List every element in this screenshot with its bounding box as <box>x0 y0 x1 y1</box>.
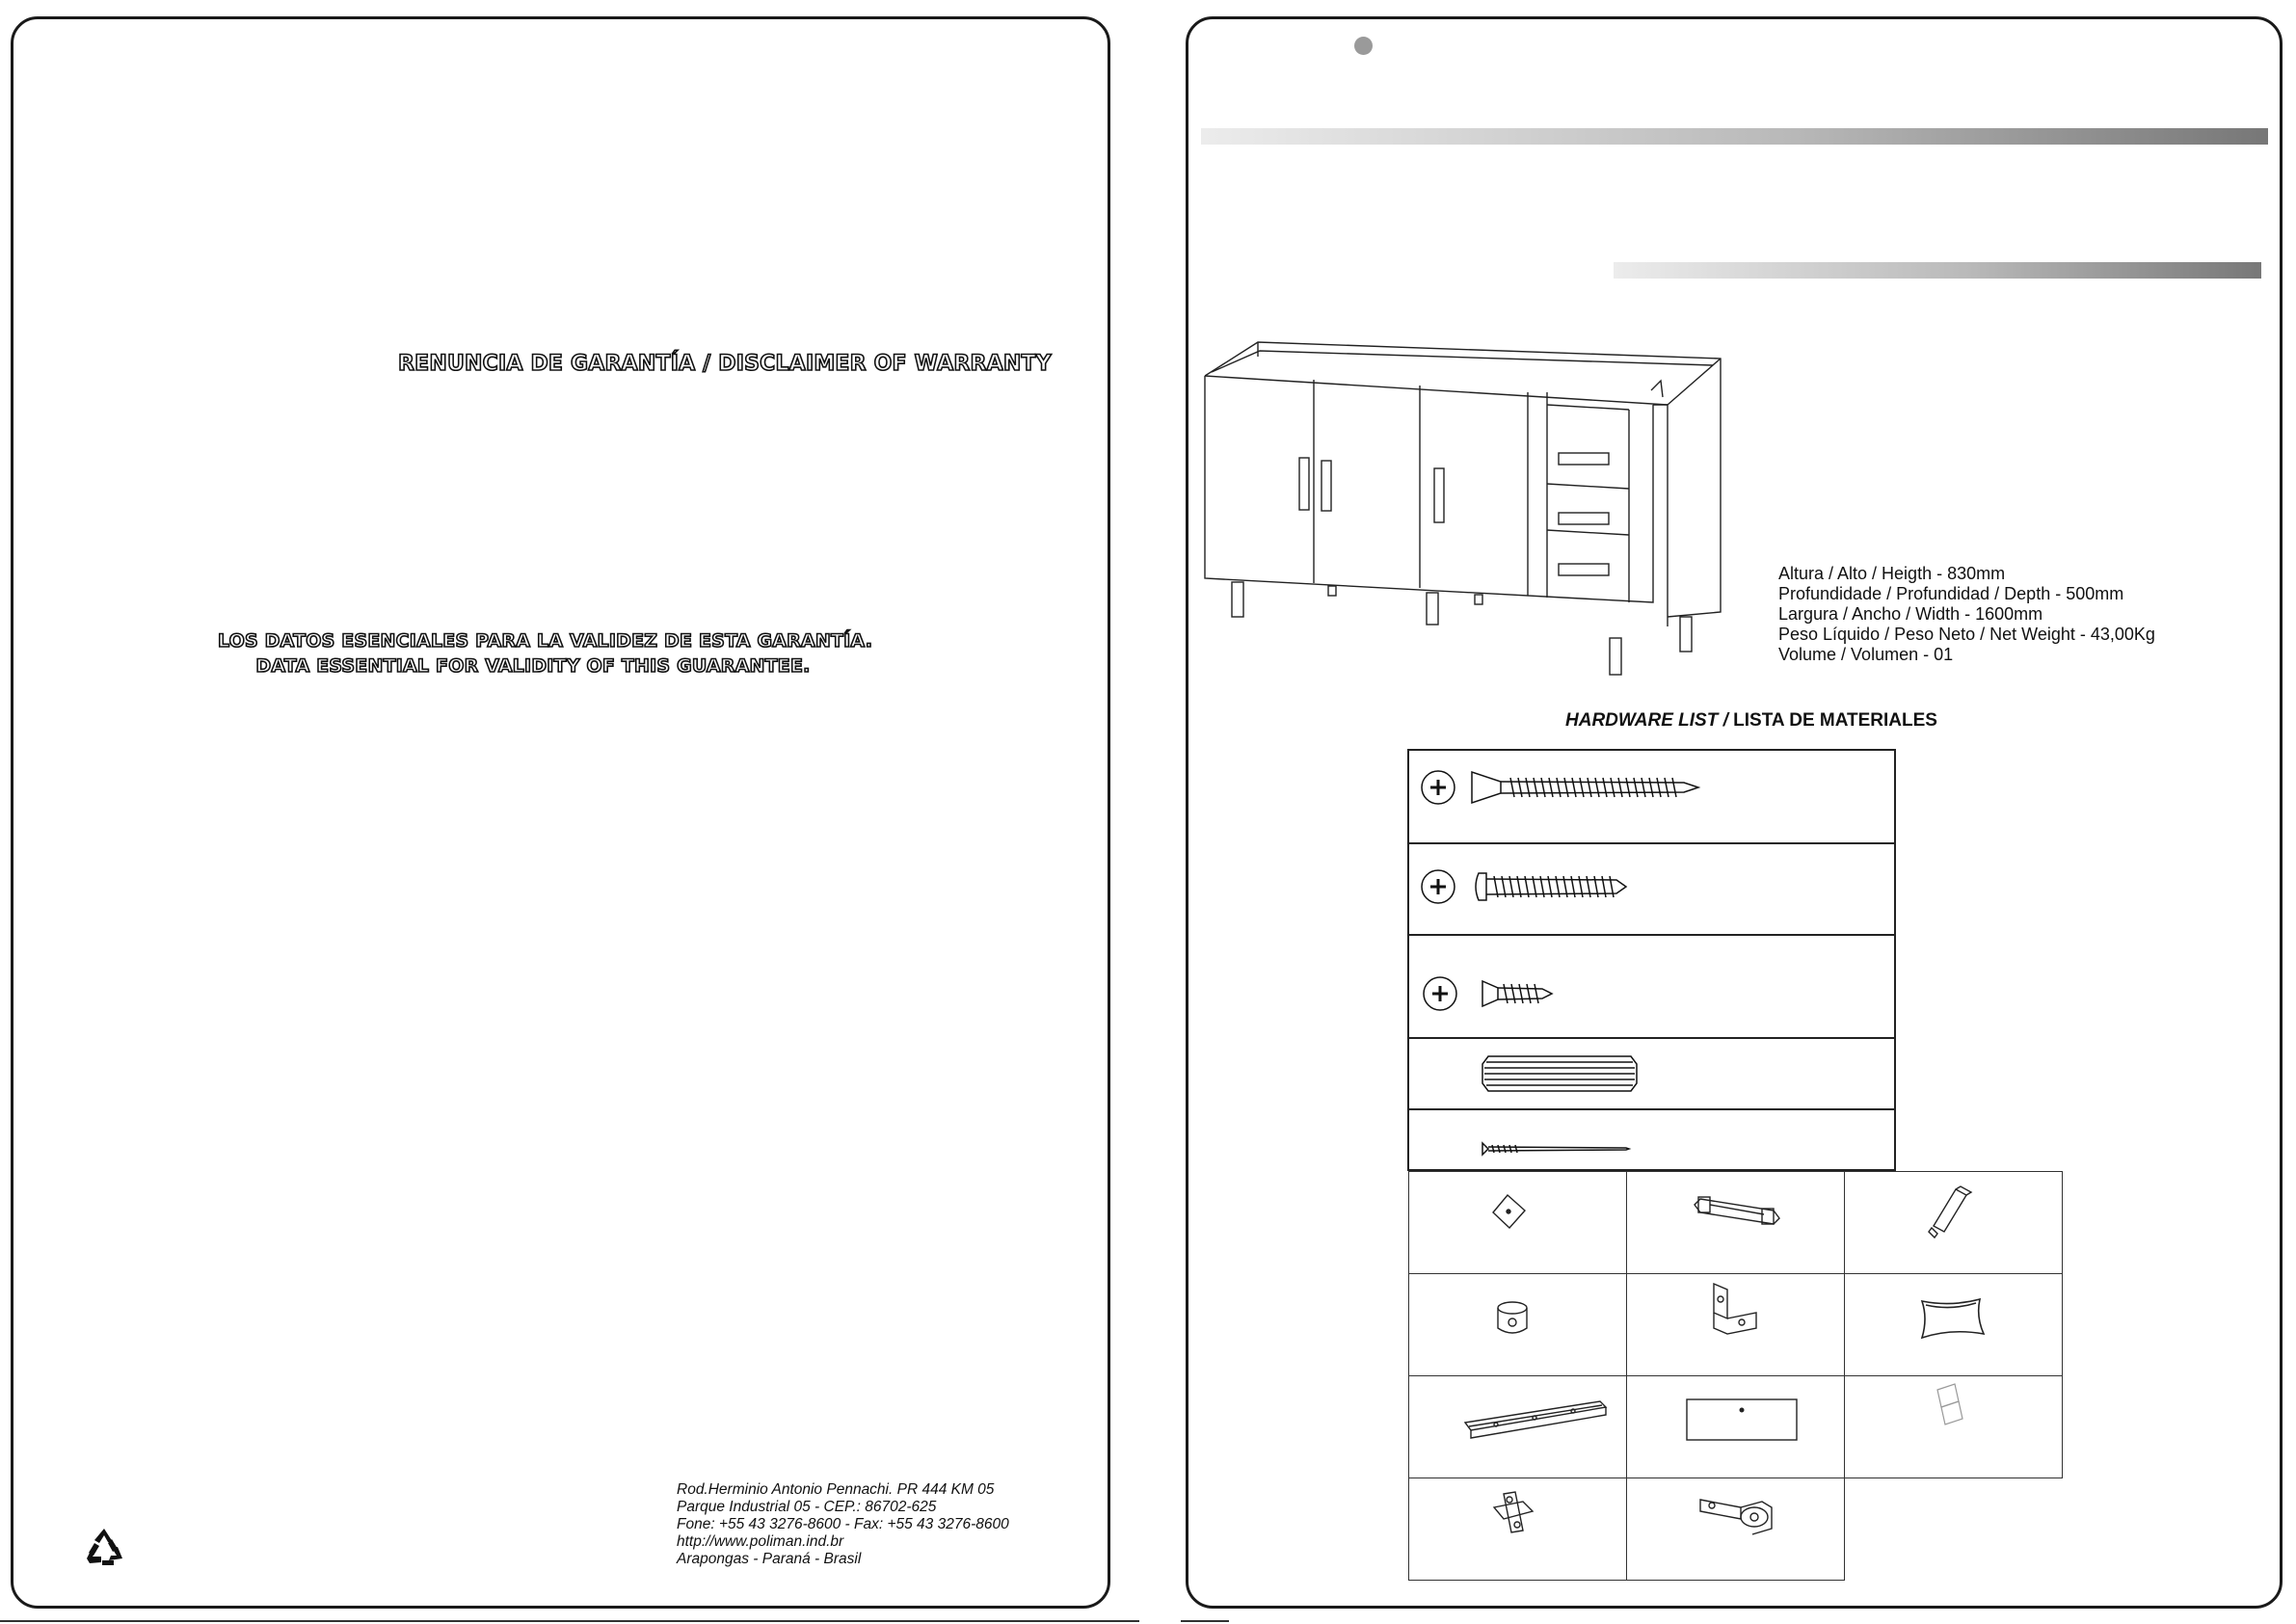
angle-bracket-icon <box>1627 1274 1843 1374</box>
handle-icon <box>1627 1172 1843 1272</box>
drawer-slide-icon <box>1409 1376 1625 1477</box>
part-cell <box>1408 1478 1627 1581</box>
company-address <box>677 1481 1009 1568</box>
spec-net-weight: Peso Líquido / Peso Neto / Net Weight - 43,00Kg <box>1778 625 2155 644</box>
essential-data-line-en: DATA ESSENTIAL FOR VALIDITY OF THIS GUARANTEE. <box>255 655 811 677</box>
screw-row <box>1409 936 1894 1039</box>
gradient-subheader-bar <box>1614 262 2261 279</box>
small-plate-icon <box>1845 1376 2061 1477</box>
hinge-base-icon <box>1409 1478 1625 1579</box>
round-head-screw-icon <box>1409 844 1894 934</box>
cam-lock-icon <box>1409 1274 1625 1374</box>
product-specifications <box>1778 564 2155 665</box>
spec-depth: Profundidade / Profundidad / Depth - 500mm <box>1778 584 2124 603</box>
disclaimer-title: RENUNCIA DE GARANTÍA / DISCLAIMER OF WARRANTY <box>398 352 1052 376</box>
hardware-title-es: LISTA DE MATERIALES <box>1727 710 1937 731</box>
screw-row <box>1409 751 1894 844</box>
address-line: Parque Industrial 05 - CEP.: 86702-625 <box>677 1499 937 1515</box>
left-page-panel <box>11 16 1110 1609</box>
nail-icon <box>1409 1110 1894 1169</box>
panel-sticker-icon <box>1627 1376 1843 1477</box>
wood-dowel-icon <box>1409 1039 1894 1108</box>
spec-width: Largura / Ancho / Width - 1600mm <box>1778 604 2043 624</box>
screw-row <box>1409 1039 1894 1110</box>
address-line: Rod.Herminio Antonio Pennachi. PR 444 KM 05 <box>677 1481 995 1498</box>
part-cell <box>1844 1273 2063 1376</box>
spec-height: Altura / Alto / Heigth - 830mm <box>1778 564 2006 583</box>
long-flat-head-screw-icon <box>1409 751 1894 842</box>
page-bottom-rule <box>1181 1620 1229 1622</box>
hardware-title-en: HARDWARE LIST / <box>1565 710 1728 731</box>
part-cell <box>1844 1171 2063 1274</box>
square-foot-plate-icon <box>1409 1172 1625 1272</box>
part-cell <box>1844 1375 2063 1478</box>
hardware-list-title <box>1565 710 1937 732</box>
part-cell <box>1626 1273 1845 1376</box>
concealed-hinge-icon <box>1627 1478 1843 1579</box>
page-bottom-rule <box>0 1620 1139 1622</box>
recycle-icon <box>83 1526 125 1568</box>
pillow-cushion-icon <box>1845 1274 2061 1374</box>
part-cell <box>1408 1375 1627 1478</box>
screw-row <box>1409 844 1894 936</box>
address-line: Fone: +55 43 3276-8600 - Fax: +55 43 3276-8600 <box>677 1516 1009 1532</box>
spec-volume: Volume / Volumen - 01 <box>1778 645 1954 664</box>
gradient-header-bar <box>1201 128 2268 145</box>
part-cell <box>1408 1273 1627 1376</box>
website-link[interactable]: http://www.poliman.ind.br <box>677 1533 844 1550</box>
address-line: Arapongas - Paraná - Brasil <box>677 1551 862 1567</box>
screw-table <box>1407 749 1896 1171</box>
short-flat-head-screw-icon <box>1409 936 1894 1037</box>
shelf-support-icon <box>1845 1172 2061 1272</box>
cabinet-illustration <box>1200 337 1725 684</box>
part-cell <box>1626 1375 1845 1478</box>
screw-row <box>1409 1110 1894 1171</box>
part-cell <box>1408 1171 1627 1274</box>
essential-data-line-es: LOS DATOS ESENCIALES PARA LA VALIDEZ DE ESTA GARANTÍA. <box>218 630 873 652</box>
part-cell <box>1626 1478 1845 1581</box>
essential-data-notice <box>218 628 873 679</box>
marker-dot <box>1354 37 1373 55</box>
part-cell <box>1626 1171 1845 1274</box>
